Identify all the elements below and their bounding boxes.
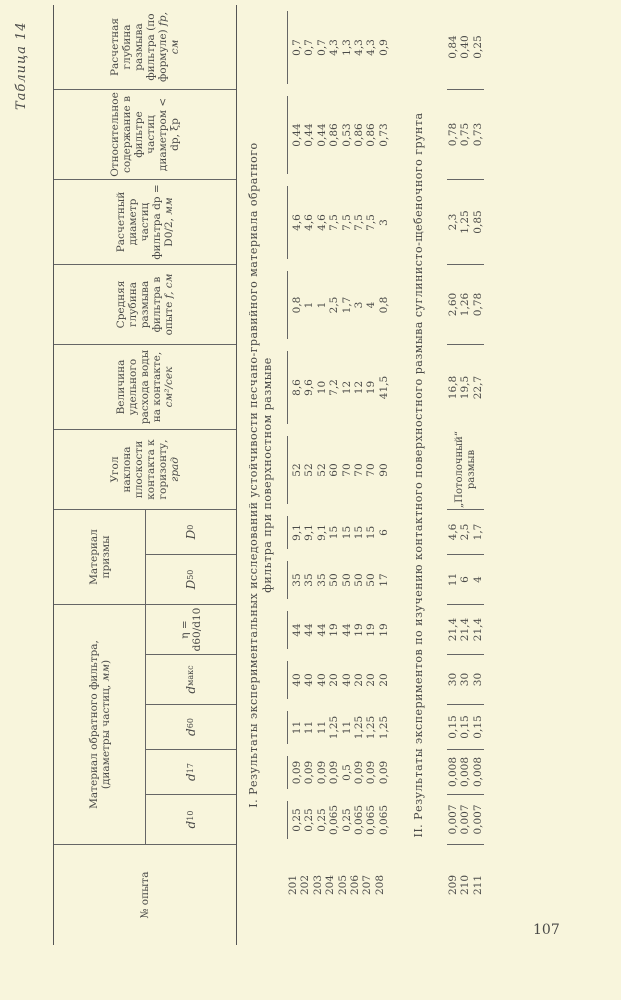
table-cell: 0,7: [291, 39, 303, 56]
column-13: [447, 5, 484, 90]
table-cell: 11: [447, 572, 459, 587]
row-number: 203: [311, 875, 324, 896]
fp-unit: fp, см: [157, 12, 181, 55]
table-cell: 21,4: [459, 617, 472, 642]
table-cell: 0,007: [459, 804, 472, 835]
angle-note: „Потолочный“ размыв: [447, 430, 484, 510]
table-cell: 1,26: [459, 292, 472, 317]
header-prism-group: Материал призмы: [54, 510, 146, 605]
table-cell: 9,6: [303, 379, 316, 396]
table-cell: 22,7: [471, 375, 484, 400]
table-cell: 0,065: [365, 804, 378, 836]
dp-label: Расчетный диаметр частиц фильтра dp = D0/2,: [115, 184, 175, 260]
table-cell: 0,15: [471, 715, 484, 739]
table-cell: 9,1: [303, 524, 316, 541]
row-number: 201: [287, 875, 299, 896]
header-dp: [54, 180, 236, 265]
page-number: 107: [533, 922, 560, 938]
table-cell: 15: [340, 525, 353, 540]
table-cell: 0,73: [377, 123, 390, 147]
flow-unit: см²/сек: [163, 366, 175, 408]
D50-sub: 50: [186, 569, 195, 580]
table-cell: 0,008: [459, 756, 472, 788]
table-cell: 0,8: [377, 296, 390, 314]
table-cell: 0,78: [471, 292, 484, 317]
table-cell: 0,065: [377, 804, 390, 836]
table-cell: 0,065: [328, 804, 341, 836]
group-rule: [287, 436, 288, 504]
dmax-sub: макс: [186, 665, 195, 686]
header-d60: [146, 705, 236, 750]
table-cell: 19: [328, 623, 341, 637]
group-rule: [287, 611, 288, 649]
D0-sub: 0: [186, 524, 195, 530]
row-number: 205: [336, 875, 349, 896]
row-number: 209: [447, 875, 459, 896]
table-cell: 1,25: [459, 210, 472, 234]
column-12: [287, 90, 390, 180]
table-cell: 0,40: [459, 35, 472, 59]
column-3: [447, 705, 484, 750]
d10-sub: 10: [186, 810, 195, 821]
table-cell: 60: [328, 463, 341, 477]
table-cell: 41,5: [377, 375, 390, 400]
column-7: [447, 510, 484, 555]
table-cell: 44: [340, 623, 353, 637]
table-cell: 0,25: [291, 808, 303, 832]
row-number: 210: [459, 875, 472, 896]
row-number: 211: [471, 875, 484, 896]
table-cell: 0,09: [328, 760, 341, 785]
table-cell: 20: [377, 673, 390, 687]
table-cell: 0,09: [365, 760, 378, 785]
header-D0: [146, 510, 236, 555]
flow-label: Величина удельного расхода воды на контакте,: [115, 349, 163, 425]
d60-symbol: d: [184, 728, 198, 736]
table-cell: 0,75: [459, 122, 472, 147]
table-cell: 4,6: [303, 214, 316, 231]
table-cell: 44: [315, 623, 328, 637]
table-cell: 19: [365, 623, 378, 637]
table-cell: 2,5: [328, 296, 341, 314]
d17-symbol: d: [184, 773, 198, 781]
column-10: [287, 265, 390, 345]
section-2-caption: II. Результаты экспериментов по изучению контактного поверхностного размыва суглинисто-щебеночного грунта: [412, 112, 425, 838]
table-header: [53, 5, 237, 945]
table-cell: 7,5: [340, 214, 353, 231]
table-cell: 19: [353, 623, 366, 637]
group-rule: [287, 561, 288, 599]
column-8: [287, 430, 390, 510]
table-cell: 4,3: [353, 39, 366, 56]
d17-sub: 17: [186, 763, 195, 774]
row-number: 206: [349, 875, 362, 896]
table-cell: 15: [353, 525, 366, 540]
table-cell: 40: [303, 673, 316, 687]
table-cell: 1,25: [353, 715, 366, 740]
dp-unit: мм: [163, 197, 175, 215]
group-rule: [287, 661, 288, 699]
table-cell: 30: [471, 672, 484, 687]
table-cell: 21,4: [447, 617, 459, 642]
header-flow: [54, 345, 236, 430]
column-2: [447, 750, 484, 795]
table-cell: 16,8: [447, 375, 459, 400]
table-cell: 50: [340, 573, 353, 587]
header-num: № опыта: [139, 871, 151, 919]
table-cell: 21,4: [471, 617, 484, 642]
row-number: 208: [373, 875, 386, 896]
group-rule: [287, 801, 288, 839]
table-cell: 0,008: [471, 756, 484, 788]
table-cell: 0,85: [471, 210, 484, 234]
column-1: [287, 795, 390, 845]
table-cell: 30: [459, 672, 472, 687]
column-0: [447, 845, 484, 945]
table-cell: 0,25: [471, 35, 484, 59]
column-4: [287, 655, 390, 705]
d60-sub: 60: [186, 718, 195, 729]
table-cell: 0,86: [353, 123, 366, 147]
table-cell: 19,5: [459, 375, 472, 400]
depth-label: Средняя глубина размыва фильтра в опыте: [115, 276, 175, 336]
filter-group-label: Материал обратного фильтра, (диаметры частиц,: [87, 640, 112, 809]
table-cell: 0,44: [315, 123, 328, 147]
table-cell: 19: [365, 380, 378, 395]
table-cell: 0,84: [447, 35, 459, 59]
table-cell: 1,3: [340, 39, 353, 56]
angle-unit: град: [169, 457, 181, 482]
D0-symbol: D: [184, 529, 198, 540]
table-cell: 40: [315, 673, 328, 687]
table-cell: 4,6: [291, 214, 303, 231]
table-cell: 70: [340, 463, 353, 477]
table-cell: 0,09: [377, 760, 390, 785]
table-cell: 3: [377, 219, 390, 226]
group-rule: [287, 756, 288, 789]
header-fp: [54, 5, 236, 90]
table-cell: 4,3: [328, 39, 341, 56]
table-cell: 11: [291, 720, 303, 735]
angle-label: Угол наклона плоскости контакта к горизонту,: [109, 439, 169, 500]
column-6: [447, 555, 484, 605]
dmax-symbol: d: [184, 685, 198, 694]
table-cell: 20: [328, 673, 341, 687]
table-cell: 0,15: [447, 715, 459, 739]
table-cell: 0,86: [365, 123, 378, 147]
row-number: 204: [324, 875, 337, 896]
table-cell: 0,25: [315, 808, 328, 832]
fp-label: Расчетная глубина размыва фильтра (по формуле): [109, 13, 169, 82]
table-cell: 0,09: [353, 760, 366, 785]
group-rule: [287, 711, 288, 744]
column-12: [447, 90, 484, 180]
table-cell: 52: [291, 463, 303, 477]
table-cell: 15: [328, 525, 341, 540]
depth-unit: f, см: [163, 273, 175, 299]
table-cell: 52: [315, 463, 328, 477]
table-cell: 0,09: [291, 760, 303, 785]
table-cell: 15: [365, 525, 378, 540]
section-1-rows: [287, 5, 390, 945]
table-cell: 0,73: [471, 122, 484, 147]
table-cell: 0,007: [471, 804, 484, 835]
table-cell: 35: [303, 573, 316, 587]
table-cell: 4,3: [365, 39, 378, 56]
table-cell: 40: [340, 673, 353, 687]
section-1-caption: I. Результаты экспериментальных исследований устойчивости песчано-гравийного материала обратного фильтра при поверхностном размыве: [247, 142, 274, 808]
table-cell: 7,5: [328, 214, 341, 231]
table-cell: 70: [353, 463, 366, 477]
table-cell: 0,007: [447, 804, 459, 835]
table-cell: 0,008: [447, 756, 459, 788]
table-cell: 11: [315, 720, 328, 735]
header-filter-group: Материал обратного фильтра, (диаметры частиц, мм): [54, 605, 146, 845]
table-cell: 6: [459, 576, 472, 583]
d10-symbol: d: [184, 820, 198, 829]
table-cell: 4: [365, 301, 378, 309]
column-1: [447, 795, 484, 845]
column-5: [447, 605, 484, 655]
table-cell: 17: [377, 573, 390, 587]
header-angle: [54, 430, 236, 510]
table-cell: 0,15: [459, 715, 472, 739]
table-cell: 0,7: [303, 39, 316, 56]
table-cell: 50: [365, 573, 378, 587]
table-cell: 1: [303, 301, 316, 309]
table-cell: 20: [353, 673, 366, 687]
header-dmax: [146, 655, 236, 705]
row-number: 202: [299, 875, 312, 896]
table-cell: 30: [447, 672, 459, 687]
table-cell: 2,5: [459, 523, 472, 541]
table-cell: 0,44: [303, 123, 316, 147]
column-6: [287, 555, 390, 605]
column-4: [447, 655, 484, 705]
table-cell: 0,44: [291, 123, 303, 147]
group-rule: [287, 271, 288, 339]
table-cell: 4,6: [447, 523, 459, 541]
column-5: [287, 605, 390, 655]
table-cell: 3: [353, 301, 366, 309]
table-cell: 35: [291, 573, 303, 587]
group-rule: [287, 96, 288, 174]
header-d17: [146, 750, 236, 795]
table-cell: 0,09: [315, 760, 328, 785]
column-2: [287, 750, 390, 795]
column-9: [447, 345, 484, 430]
table-cell: 0,065: [353, 804, 366, 836]
table-cell: 1,7: [471, 523, 484, 541]
table-cell: 11: [303, 720, 316, 735]
table-cell: 1,25: [365, 715, 378, 740]
table-cell: 50: [328, 573, 341, 587]
table-cell: 9,1: [315, 524, 328, 541]
column-10: [447, 265, 484, 345]
table-cell: 2,3: [447, 213, 459, 231]
table-cell: 0,78: [447, 122, 459, 147]
table-cell: 0,8: [291, 296, 303, 314]
table-cell: 4: [471, 576, 484, 583]
group-rule: [287, 186, 288, 259]
table-cell: 0,86: [328, 123, 341, 147]
table-cell: 7,5: [353, 214, 366, 231]
table-cell: 44: [291, 623, 303, 637]
table-cell: 19: [377, 623, 390, 637]
table-cell: 20: [365, 673, 378, 687]
header-D50: [146, 555, 236, 605]
header-xi: Относительное содержание в фильтре частиц диаметром < dp, ξp: [54, 90, 236, 180]
header-depth: [54, 265, 236, 345]
table-cell: 1,25: [328, 715, 341, 740]
table-cell: 6: [377, 529, 390, 536]
header-d10: [146, 795, 236, 845]
table-cell: 1: [315, 301, 328, 309]
table-cell: 90: [377, 463, 390, 477]
D50-symbol: D: [184, 579, 198, 590]
table-cell: 8,6: [291, 379, 303, 396]
group-rule: [287, 351, 288, 424]
column-9: [287, 345, 390, 430]
table-cell: 0,7: [315, 39, 328, 56]
table-title: Таблица 14: [14, 21, 29, 110]
table-cell: 12: [353, 380, 366, 395]
table-cell: 35: [315, 573, 328, 587]
table-cell: 0,09: [303, 760, 316, 785]
row-number: 207: [361, 875, 374, 896]
header-eta: η = d60/d10: [146, 605, 236, 655]
table-cell: 44: [303, 623, 316, 637]
table-cell: 0,5: [340, 764, 353, 781]
table-cell: 9,1: [291, 524, 303, 541]
table-cell: 4,6: [315, 214, 328, 231]
table-cell: 0,9: [377, 39, 390, 56]
table-cell: 2,60: [447, 292, 459, 317]
column-11: [287, 180, 390, 265]
column-13: [287, 5, 390, 90]
table-cell: 0,25: [340, 808, 353, 832]
table-cell: 12: [340, 380, 353, 395]
table-cell: 0,53: [340, 123, 353, 147]
group-rule: [287, 11, 288, 84]
table-cell: 1,25: [377, 715, 390, 740]
table-cell: 50: [353, 573, 366, 587]
table-cell: 0,25: [303, 808, 316, 832]
table-cell: 70: [365, 463, 378, 477]
table-cell: 7,5: [365, 214, 378, 231]
column-7: [287, 510, 390, 555]
group-rule: [287, 516, 288, 549]
table-cell: 10: [315, 380, 328, 395]
filter-group-unit: мм: [99, 663, 112, 682]
section-2-rows: [447, 5, 484, 945]
table-cell: 52: [303, 463, 316, 477]
table-cell: 40: [291, 673, 303, 687]
table-cell: 7,2: [328, 379, 341, 396]
column-3: [287, 705, 390, 750]
column-11: [447, 180, 484, 265]
column-0: [287, 845, 390, 945]
table-cell: 11: [340, 720, 353, 735]
table-cell: 1,7: [340, 296, 353, 314]
